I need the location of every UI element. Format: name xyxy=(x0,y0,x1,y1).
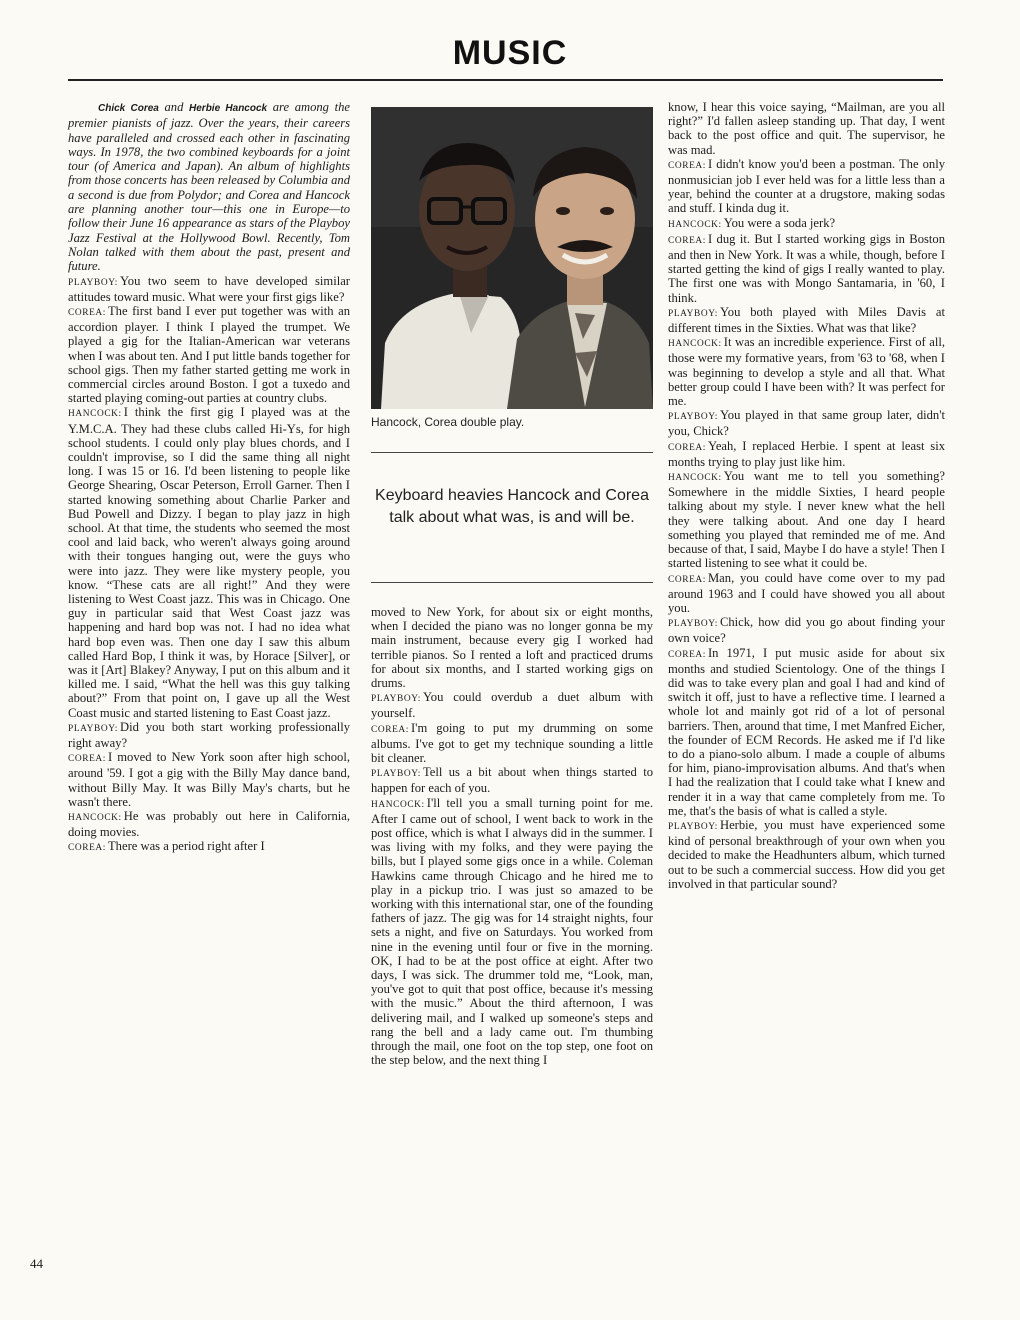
paragraph-text: I didn't know you'd been a postman. The only nonmusician job I ever held was for a little less than a year, behind the counter at a drugstore, making sodas and stuff. I kinda dug it. xyxy=(668,156,945,216)
header-rule xyxy=(68,79,943,81)
column-3-body xyxy=(668,100,945,891)
interview-paragraph xyxy=(668,100,945,157)
paragraph-text: The first band I ever put together was with an accordion player. I think I played the trumpet. We played a gig for the Italian-American war veterans when I was about ten. And I put little bands together for school gigs. Then my father started getting me work in commercial circles around Boston. I got a tuxedo and started playing coming-out parties at country clubs. xyxy=(68,303,350,406)
paragraph-text: know, I hear this voice saying, “Mailman, are you all right?” I'd fallen asleep standing up. That day, I went back to the post office and quit. The supervisor, he was mad. xyxy=(668,100,945,157)
page-number: 44 xyxy=(30,1256,43,1271)
speaker-label: COREA: xyxy=(371,724,409,735)
speaker-label: COREA: xyxy=(668,574,706,585)
speaker-label: PLAYBOY: xyxy=(68,277,118,288)
speaker-label: PLAYBOY: xyxy=(68,723,118,734)
speaker-label: COREA: xyxy=(668,160,706,171)
paragraph-text: Did you both start working professionally right away? xyxy=(68,719,350,751)
paragraph-text: I'll tell you a small turning point for me. After I came out of school, I went back to work in the post office, which is what I always did in the summer. I was living with my folks, and they were paying the bills, but I played some gigs once in a while. Coleman Hawkins came through Chicago and he hired me to play in a pickup trio. I was just so amazed to be working with this international star, one of the founding fathers of jazz. The gig was for 14 straight nights, four sets a night, and five on Saturdays. You worked from nine in the evening until four or five in the morning. OK, I had to be at the post office at eight. After two days, I was sick. The drummer told me, “Look, man, you've got to quit that post office, because it's messing with the music.” About the third afternoon, I was delivering mail, and I walked up someone's steps and rang the bell and a lady came out. I'm thumbing through the mail, one foot on the top step, one foot on the step below, and the next thing I xyxy=(371,795,653,1068)
interview-paragraph xyxy=(68,274,350,304)
interview-paragraph xyxy=(668,335,945,408)
speaker-label: COREA: xyxy=(68,754,106,765)
paragraph-text: Herbie, you must have experienced some kind of personal breakthrough of your own when you decided to make the Headhunters album, which turned out to be such a commercial success. How did you get involved in that particular sound? xyxy=(668,817,945,891)
page-header-title: MUSIC xyxy=(452,34,568,72)
interview-paragraph xyxy=(68,809,350,839)
column-2 xyxy=(371,605,653,1068)
interview-paragraph xyxy=(668,469,945,570)
speaker-label: COREA: xyxy=(668,235,706,246)
pull-quote-rule-bottom xyxy=(371,582,653,583)
speaker-label: PLAYBOY: xyxy=(668,619,718,630)
interview-paragraph xyxy=(668,646,945,818)
speaker-label: PLAYBOY: xyxy=(668,412,718,423)
pull-quote: Keyboard heavies Hancock and Corea talk about what was, is and will be. xyxy=(375,487,649,526)
paragraph-text: I think the first gig I played was at the Y.M.C.A. They had these clubs called Hi-Ys, for high school students. I could only play blues chords, and I couldn't improvise, so I did the same thing all night long. I was 15 or 16. I'd been listening to people like George Shearing, Oscar Peterson, Erroll Garner. Then I started knowing something about Charlie Parker and Bud Powell and Dizzy. I began to play jazz in high school. At that time, the students who seemed the most cool and laid back, who weren't always going around with their tongues hanging out, were the guys who were into jazz. They were like mystery people, you know. “These cats are all right!” And they were listening to West Coast jazz. This was in Chicago. One guy in particular said that West Coast jazz was happening and hard bop was not. I had no idea what hard bop even was. Then one day I saw this album called Hard Bop, I think it was, by Horace [Silver], or was it [Art] Blakey? Anyway, I put on this album and it killed me. I said, “What the hell was this guy talking about?” From that point on, I gave up all the West Coast music and started listening to East Coast jazz. xyxy=(68,405,350,720)
speaker-label: COREA: xyxy=(668,649,706,660)
speaker-label: COREA: xyxy=(68,843,106,854)
paragraph-text: I moved to New York soon after high school, around '59. I got a gig with the Billy May dance band, without Billy May. It was Billy May's charts, but he wasn't there. xyxy=(68,750,350,809)
paragraph-text: It was an incredible experience. First of all, those were my formative years, from '63 to '68, when I was beginning to develop a style and all that. What better group could I have been with? It was perfect for me. xyxy=(668,335,945,409)
interview-paragraph xyxy=(668,305,945,335)
pull-quote-rule-top xyxy=(371,452,653,453)
paragraph-text: Yeah, I replaced Herbie. I spent at least six months trying to play just like him. xyxy=(668,438,945,469)
interview-paragraph xyxy=(668,232,945,305)
intro-name-hancock: Herbie Hancock xyxy=(189,103,268,114)
interview-paragraph xyxy=(371,796,653,1068)
interview-paragraph xyxy=(68,405,350,719)
speaker-label: HANCOCK: xyxy=(68,813,122,824)
paragraph-text: Chick, how did you go about finding your own voice? xyxy=(668,615,945,646)
paragraph-text: There was a period right after I xyxy=(107,839,265,854)
paragraph-text: I dug it. But I started working gigs in Boston and then in New York. It was a while, though, before I started getting the kind of gigs I really wanted to play. The first one was with Mongo Santamaria, in '60, I think. xyxy=(668,231,945,305)
paragraph-text: He was probably out here in California, doing movies. xyxy=(68,809,350,840)
column-2-body xyxy=(371,605,653,1068)
paragraph-text: You played in that same group later, didn't you, Chick? xyxy=(668,408,945,439)
intro-text: are among the premier pianists of jazz. Over the years, their careers have paralleled and crossed each other in fascinating ways. In 1978, the two combined keyboards for a joint tour (of America and Japan). An album of highlights from those concerts has been released by Columbia and a second is due from Polydor; and Corea and Hancock are planning another tour—this one in Europe—to follow their June 16 appearance as stars of the Playboy Jazz Festival at the Hollywood Bowl. Recently, Tom Nolan talked with them about the past, present and future. xyxy=(68,100,350,274)
photo-illustration xyxy=(371,107,653,409)
column-1-body xyxy=(68,274,350,856)
paragraph-text: Tell us a bit about when things started to happen for each of you. xyxy=(371,765,653,796)
paragraph-text: You want me to tell you something? Somewhere in the middle Sixties, I heard people talking about my style. I never knew what the hell they were talking about. And one day I heard something you played that reminded me of me. And because of that, I said, Maybe I do have a style! Then I started listening to see what it could be. xyxy=(668,469,945,571)
speaker-label: COREA: xyxy=(668,442,706,453)
interview-paragraph xyxy=(668,157,945,216)
speaker-label: PLAYBOY: xyxy=(668,821,718,832)
interview-paragraph xyxy=(668,818,945,891)
paragraph-text: Man, you could have come over to my pad around 1963 and I could have showed you all about you. xyxy=(668,570,945,615)
paragraph-text: You could overdub a duet album with yourself. xyxy=(371,690,653,721)
interview-paragraph xyxy=(668,571,945,616)
interview-paragraph xyxy=(371,721,653,766)
interview-paragraph xyxy=(668,615,945,645)
photo-caption: Hancock, Corea double play. xyxy=(371,415,525,429)
interview-paragraph xyxy=(68,720,350,750)
interview-paragraph xyxy=(668,216,945,232)
interview-paragraph xyxy=(668,408,945,438)
photo-hancock-corea xyxy=(371,107,653,409)
interview-paragraph xyxy=(371,765,653,795)
interview-paragraph xyxy=(371,690,653,720)
speaker-label: HANCOCK: xyxy=(668,339,722,350)
paragraph-text: moved to New York, for about six or eight months, when I decided the piano was no longer gonna be my main instrument, because every gig I worked had terrible pianos. So I rented a loft and practiced drums for about six months, and I started working gigs on drums. xyxy=(371,605,653,691)
column-3 xyxy=(668,100,945,891)
paragraph-text: In 1971, I put music aside for about six months and studied Scientology. One of the things I did was to take every plan and goal I had and kind of switch it off, just to have a reflective time. I learned a whole lot and mainly got rid of a lot of personal barriers. Then, around that time, I met Manfred Eicher, the founder of ECM Records. He asked me if I'd like to do a piano-solo album. I made a couple of albums for him, piano-improvisation albums. And that's when I had the realization that I could take what I knew and render it in a way that came completely from me. To me, that's the basis of what is called a style. xyxy=(668,645,945,818)
intro-connector: and xyxy=(158,100,190,114)
paragraph-text: You both played with Miles Davis at different times in the Sixties. What was that like? xyxy=(668,304,945,336)
interview-paragraph xyxy=(371,605,653,690)
speaker-label: PLAYBOY: xyxy=(371,694,421,705)
speaker-label: HANCOCK: xyxy=(668,473,722,484)
speaker-label: PLAYBOY: xyxy=(371,769,421,780)
interview-paragraph xyxy=(68,304,350,405)
paragraph-text: I'm going to put my drumming on some albums. I've got to get my technique sounding a little bit cleaner. xyxy=(371,720,653,766)
paragraph-text: You two seem to have developed similar attitudes toward music. What were your first gigs like? xyxy=(68,273,350,304)
intro-paragraph xyxy=(68,100,350,274)
column-1 xyxy=(68,100,350,856)
paragraph-text: You were a soda jerk? xyxy=(723,215,836,230)
speaker-label: HANCOCK: xyxy=(668,219,722,230)
speaker-label: PLAYBOY: xyxy=(668,308,718,319)
speaker-label: HANCOCK: xyxy=(68,409,122,420)
intro-name-corea: Chick Corea xyxy=(98,103,159,114)
interview-paragraph xyxy=(68,750,350,809)
speaker-label: COREA: xyxy=(68,307,106,318)
interview-paragraph xyxy=(68,839,350,855)
speaker-label: HANCOCK: xyxy=(371,799,425,810)
interview-paragraph xyxy=(668,439,945,469)
